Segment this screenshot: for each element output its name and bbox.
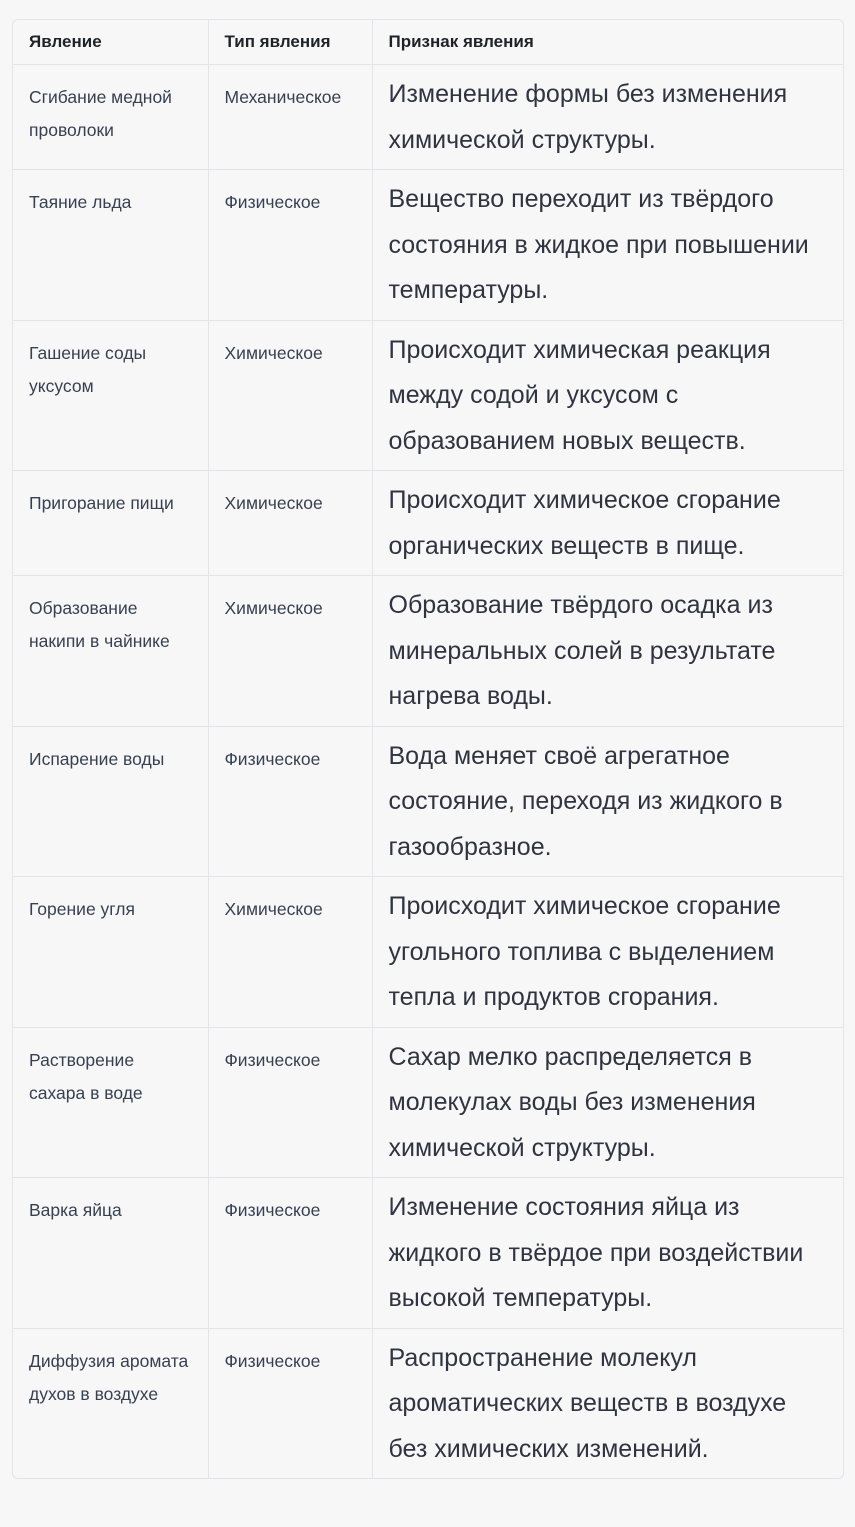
cell-phenomenon: Образование накипи в чайнике [13,576,208,727]
cell-sign: Происходит химическое сгорание угольного топлива с выделением тепла и продуктов сгорания. [372,877,843,1028]
table-row [13,1328,843,1478]
phenomena-table-container [12,19,844,1479]
header-type: Тип явления [208,20,372,65]
cell-type: Химическое [208,471,372,576]
cell-type: Физическое [208,1027,372,1178]
cell-sign: Вещество переходит из твёрдого состояния в жидкое при повышении температуры. [372,170,843,321]
cell-phenomenon: Сгибание медной проволоки [13,65,208,170]
cell-sign: Образование твёрдого осадка из минеральных солей в результате нагрева воды. [372,576,843,727]
table-row [13,1178,843,1329]
cell-phenomenon: Растворение сахара в воде [13,1027,208,1178]
phenomena-table [13,20,843,1478]
header-row [13,20,843,65]
cell-type: Механическое [208,65,372,170]
cell-type: Физическое [208,1328,372,1478]
cell-phenomenon: Гашение соды уксусом [13,320,208,471]
cell-phenomenon: Диффузия аромата духов в воздухе [13,1328,208,1478]
table-header [13,20,843,65]
cell-sign: Происходит химическое сгорание органических веществ в пище. [372,471,843,576]
cell-phenomenon: Таяние льда [13,170,208,321]
cell-sign: Вода меняет своё агрегатное состояние, переходя из жидкого в газообразное. [372,726,843,877]
cell-sign: Изменение состояния яйца из жидкого в твёрдое при воздействии высокой температуры. [372,1178,843,1329]
cell-sign: Изменение формы без изменения химической структуры. [372,65,843,170]
table-row [13,877,843,1028]
cell-sign: Распространение молекул ароматических веществ в воздухе без химических изменений. [388,1343,787,1463]
header-sign: Признак явления [372,20,843,65]
cell-phenomenon: Испарение воды [13,726,208,877]
cell-sign: Происходит химическая реакция между содой и уксусом с образованием новых веществ. [372,320,843,471]
header-phenomenon: Явление [13,20,208,65]
table-row [13,170,843,321]
cell-type: Физическое [208,726,372,877]
cell-type: Физическое [208,1178,372,1329]
cell-phenomenon: Пригорание пищи [13,471,208,576]
table-row [13,1027,843,1178]
cell-type: Химическое [208,576,372,727]
cell-type: Химическое [208,320,372,471]
cell-sign: Сахар мелко распределяется в молекулах воды без изменения химической структуры. [372,1027,843,1178]
cell-type: Химическое [208,877,372,1028]
table-row [13,576,843,727]
table-row [13,65,843,170]
table-row [13,320,843,471]
table-body [13,65,843,1479]
cell-type: Физическое [208,170,372,321]
cell-phenomenon: Горение угля [13,877,208,1028]
cell-phenomenon: Варка яйца [13,1178,208,1329]
table-row [13,726,843,877]
table-row [13,471,843,576]
